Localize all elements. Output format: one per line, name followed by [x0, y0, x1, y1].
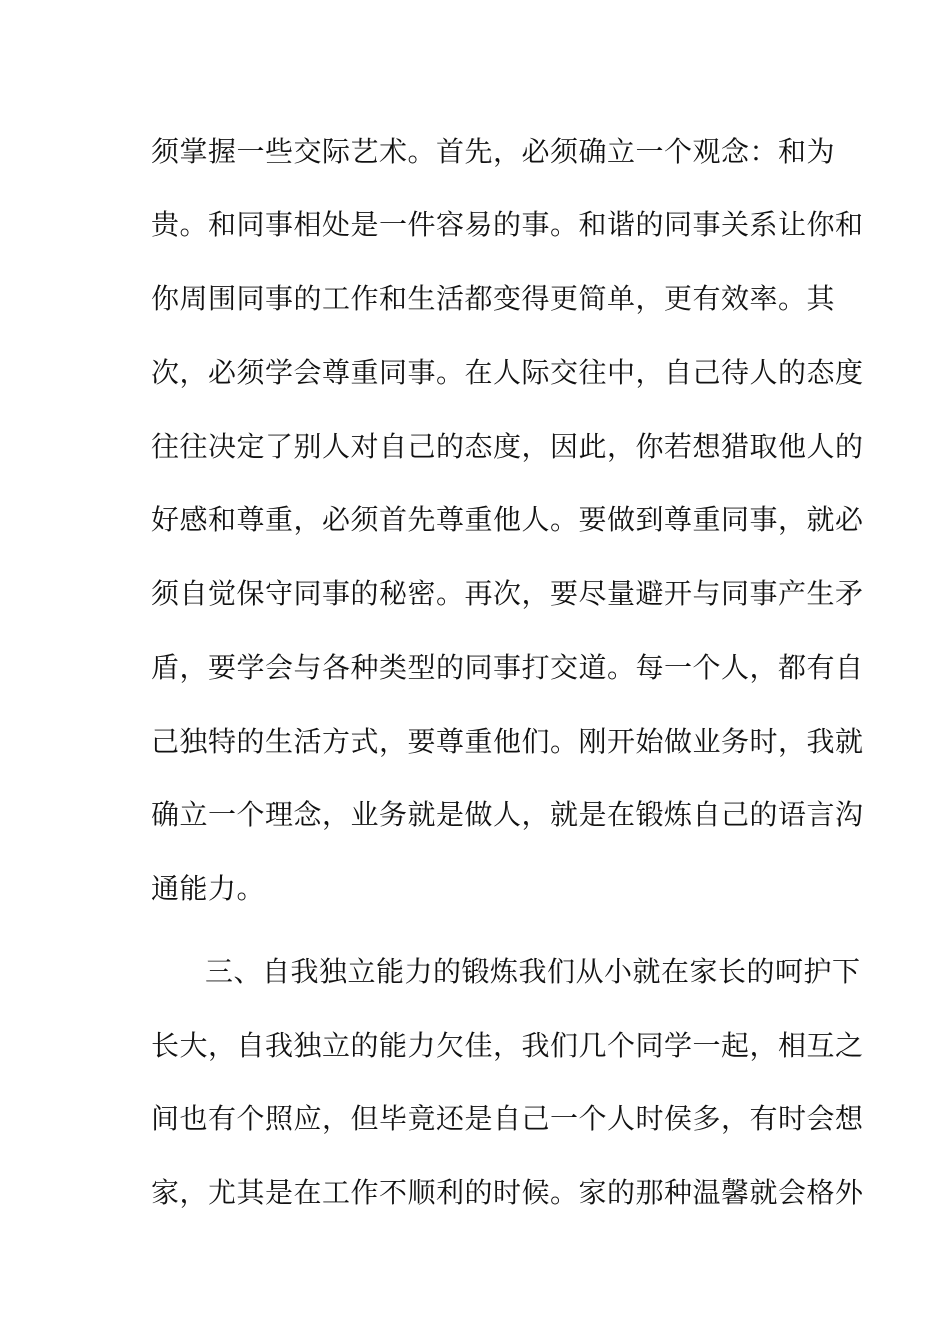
text-line: 家，尤其是在工作不顺利的时候。家的那种温馨就会格外: [151, 1176, 864, 1209]
text-line: 须掌握一些交际艺术。首先，必须确立一个观念：和为: [151, 135, 836, 168]
text-line: 好感和尊重，必须首先尊重他人。要做到尊重同事，就必: [151, 503, 864, 536]
text-line: 你周围同事的工作和生活都变得更简单，更有效率。其: [151, 282, 836, 315]
text-line: 盾，要学会与各种类型的同事打交道。每一个人，都有自: [151, 651, 864, 684]
text-line: 往往决定了别人对自己的态度，因此，你若想猎取他人的: [151, 430, 864, 463]
text-line: 长大，自我独立的能力欠佳，我们几个同学一起，相互之: [151, 1029, 864, 1062]
text-line: 须自觉保守同事的秘密。再次，要尽量避开与同事产生矛: [151, 577, 864, 610]
text-line: 确立一个理念，业务就是做人，就是在锻炼自己的语言沟: [151, 798, 864, 831]
text-line: 己独特的生活方式，要尊重他们。刚开始做业务时，我就: [151, 725, 864, 758]
paragraph-heading-line: 三、自我独立能力的锻炼我们从小就在家长的呵护下: [205, 955, 861, 988]
text-line: 贵。和同事相处是一件容易的事。和谐的同事关系让你和: [151, 208, 864, 241]
text-line: 间也有个照应，但毕竟还是自己一个人时侯多，有时会想: [151, 1102, 864, 1135]
text-line: 次，必须学会尊重同事。在人际交往中，自己待人的态度: [151, 356, 864, 389]
text-line: 通能力。: [151, 872, 266, 905]
